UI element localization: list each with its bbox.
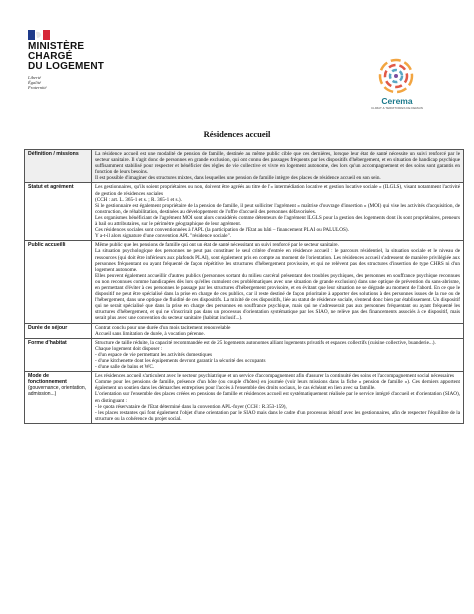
row-label <box>25 241 92 323</box>
row-content <box>92 183 464 241</box>
row-label <box>25 372 92 424</box>
content-paragraph: Même public que les pensions de famille qui ont un état de santé nécessitant un suivi renforcé par le secteur sanitaire. <box>95 242 339 249</box>
row-label-text: Mode de fonctionnement <box>28 373 67 386</box>
content-paragraph: Si le gestionnaire est également propriétaire de la pension de famille, il peut solliciter l'agrément « maîtrise d'ouvrage d'insertion » (MOI) qui vise les activités d'acquisition, de construction, de réhabilitation, destinées au développement de l'offre d'accueil des personnes défavorisées. <box>95 202 460 215</box>
row-label <box>25 183 92 241</box>
content-paragraph: - le quota réservataire de l'Etat déterminé dans la convention APL-foyer (CCH : R.353-159), <box>95 403 287 410</box>
ministry-name <box>28 42 104 72</box>
row-label-text: Public accueilli <box>28 242 66 249</box>
document-title: Résidences accueil <box>203 129 271 139</box>
table-row <box>25 338 464 371</box>
table-row <box>25 372 464 424</box>
row-label-text: Définition / missions <box>28 151 79 157</box>
table-row <box>25 183 464 241</box>
row-label-text: Durée de séjour <box>28 324 68 331</box>
content-paragraph: Les gestionnaires, qu'ils soient propriétaires ou non, doivent être agréés au titre de l'« intermédiation locative et gestion locative sociale » (ILGLS), visant notamment l'activité de gestion de résidences sociales <box>95 184 460 197</box>
content-paragraph: (CCH : art. L. 365-1 et s. ; R. 365-1 et s.). <box>95 196 182 203</box>
row-label <box>25 150 92 183</box>
cerema-tagline: CLIMAT & TERRITOIRES DE DEMAIN <box>371 106 423 110</box>
content-paragraph: - d'une salle de bains et WC. <box>95 364 155 371</box>
row-content <box>92 372 464 424</box>
content-paragraph: Comme pour les pensions de famille, présence d'un hôte (ou couple d'hôtes) en journée (voir leurs missions dans la fiche « pension de famille »). Ces derniers apportent également un soutien dans les démarches entreprises pour l'accès à l'ensemble des droits sociaux, le cas échéant en lien avec sa famille. <box>95 379 460 392</box>
table-row <box>25 323 464 338</box>
page-header <box>0 0 474 118</box>
row-label-text: Forme d'habitat <box>28 339 67 346</box>
content-paragraph: - d'une kitchenette dont les équipements devront garantir la sécurité des occupants <box>95 358 266 364</box>
content-paragraph: Contrat conclu pour une durée d'un mois tacitement renouvelable <box>95 324 231 331</box>
table-row <box>25 150 464 183</box>
ministry-line-1: MINISTÈRE <box>28 41 85 52</box>
ministry-line-3: DU LOGEMENT <box>28 61 105 72</box>
row-label <box>25 323 92 338</box>
marianne-logo <box>28 30 50 40</box>
content-paragraph: Chaque logement doit disposer : <box>95 345 163 352</box>
content-paragraph: Les résidences accueil s'articulent avec le secteur psychiatrique et un service d'accompagnement afin d'assurer la continuité des soins et l'accompagnement social nécessaires <box>95 373 455 380</box>
cerema-logo-icon <box>378 58 414 94</box>
content-paragraph: - d'un espace de vie permettant les activités domestiques <box>95 351 213 358</box>
row-label-text: Statut et agrément <box>28 184 74 191</box>
content-paragraph: Elles peuvent également accueillir d'autres publics (personnes sortant du milieu carcéral présentant des troubles psychiques, des personnes en souffrance psychique reconnues ou non reconnues comme handicapées dès lors qu'elles cumulent ces problématiques avec une situation de grande exclusion) dans une optique de prévention du sans-abrisme, en permettant d'éviter à ces personnes le passage par les structures d'hébergement provisoire, et en évitant que leur situation ne se dégrade au moment de l'abord. En ce que le dispositif ne peut être spécialisé dans la prise en charge de ces publics, car il reste destiné de façon prioritaire à apporter des solutions à des personnes issues de la rue ou de l'hébergement, dans une optique de fluidité de ces dispositifs. La mixité de ces dispositifs, liée au statut de résidence sociale, s'entend donc bien par établissement. Un dispositif qui ne serait spécialisé que dans la prise en charge des personnes en souffrance psychique, mais qui ne s'adresserait pas aux personnes fréquentant ou ayant fréquenté les structures d'hébergement, et qui ne s'inscrirait pas dans un processus d'orientation systématique par les SIAO, ne relève pas des financements associés à ce dispositif, mais serait plus avec une convention du secteur sanitaire (habitat inclusif...). <box>95 272 460 322</box>
content-paragraph: Accueil sans limitation de durée, à vocation pérenne. <box>95 330 205 337</box>
content-paragraph: La situation psychologique des personnes ne peut pas constituer le seul critère d'entrée en résidence accueil : le parcours résidentiel, la situation sociale et le niveau de ressources (qui doit être inférieurs aux plafonds PLAI), sont également pris en compte au moment de l'orientation. Les résidences accueil s'adressent de manière privilégiée aux personnes fréquentant ou ayant fréquenté de façon répétitive les structures d'hébergement provisoire, et qui ne relèvent pas des structures d'insertion de type CHRS ni d'un logement autonome. <box>95 248 460 273</box>
content-paragraph: - les places restantes qui font également l'objet d'une orientation par le SIAO mais dans le cadre d'un processus itératif avec les gestionnaires, afin de respecter l'équilibre de la structure ou la cohérence du projet social. <box>95 409 460 422</box>
content-paragraph: Structure de taille réduite, la capacité recommandée est de 25 logements autonomes alliant logements privatifs et espaces collectifs (cuisine collective, buanderie...). <box>95 339 436 346</box>
cerema-name: Cerema <box>381 96 413 106</box>
ministry-line-2: CHARGÉ <box>28 51 73 62</box>
content-paragraph: Il est possible d'imaginer des structures mixtes, dans lesquelles une pension de famille intègre des places de résidence accueil en son sein. <box>95 175 381 182</box>
row-content <box>92 150 464 183</box>
row-sublabel: (gouvernance, orientation, admission...) <box>28 385 87 398</box>
content-paragraph: Ces résidences sociales sont conventionnées à l'APL (la participation de l'Etat au bâti – financement PLAI ou PALULOS). <box>95 227 349 234</box>
row-content <box>92 241 464 323</box>
row-content <box>92 323 464 338</box>
row-label <box>25 338 92 371</box>
content-paragraph: Les organismes bénéficiant de l'agrément MOI sont alors considérés comme détenteurs de l'agrément ILGLS pour la gestion des logements dont ils sont propriétaires, preneurs à bail ou attributaires, sur le périmètre géographique de leur agrément. <box>95 214 460 228</box>
residences-table <box>24 149 464 424</box>
row-content <box>92 338 464 371</box>
republic-motto <box>28 75 47 90</box>
content-paragraph: L'orientation sur l'ensemble des places créées en pensions de famille et résidences accueil est systématiquement réalisée par le service intégré d'accueil et d'orientation (SIAO), en distinguant : <box>95 391 460 404</box>
motto-egalite: Égalité <box>28 80 41 85</box>
content-paragraph: Y a-t-il alors signature d'une convention APL "résidence sociale". <box>95 233 232 240</box>
content-paragraph: La résidence accueil est une modalité de pension de famille, destinée au même public cible que ces dernières, lorsque leur état de santé nécessite un suivi renforcé par le secteur sanitaire. Il s'agit donc de personnes en grande exclusion, qui ont connu des passages fréquents par les dispositifs d'hébergement, et en situation de handicap psychique suffisamment stabilisé pour respecter et bénéficier des règles de vie collective et vivre en logement autonome, des lors qu'un accompagnement et des soins sont garantis en fonction de leurs besoins. <box>95 151 460 176</box>
motto-fraternite: Fraternité <box>28 85 47 90</box>
motto-liberte: Liberté <box>28 75 41 80</box>
table-row <box>25 241 464 323</box>
